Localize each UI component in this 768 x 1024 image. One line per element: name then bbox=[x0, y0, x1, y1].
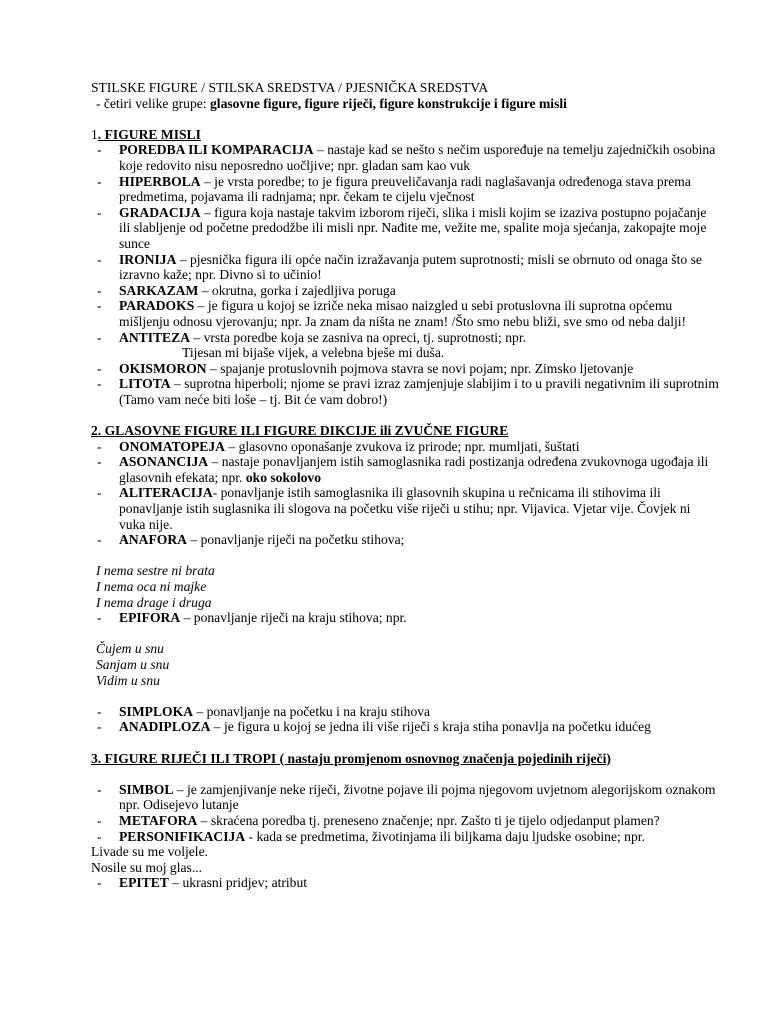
definition: - kada se predmetima, životinjama ili biljkama daju ljudske osobine; npr. bbox=[245, 828, 645, 844]
list-item-paradoks: - PARADOKS – je figura u kojoj se izriče neka misao naizgled u sebi protuslovna ili suprotna općemu mišljenju odnosu vjerovanju; npr. Ja znam da ništa ne znam! /Što smo nebu bliži, sve smo od neba dalji! bbox=[97, 298, 687, 329]
definition: – pjesnička figura ili opće način izražavanja putem suprotnosti; misli se obrnuto od onaga što se izravno kaže; npr. Divno si to učinio! bbox=[119, 251, 702, 283]
definition: – figura koja nastaje takvim izborom riječi, slika i misli kojim se izaziva postupno pojačanje ili slabljenje od početne predodžbe ili misli npr. Nađite me, vežite me, spalite moja sjećanja, zakopajte moje sunce bbox=[119, 204, 707, 251]
list-item-simploka: - SIMPLOKA – ponavljanje na početku i na kraju stihova bbox=[97, 703, 431, 719]
list-item-okismoron: - OKISMORON – spajanje protuslovnih pojmova stavra se novi pojam; npr. Zimsko ljetovanje bbox=[97, 360, 634, 376]
list-item-personifikacija: - PERSONIFIKACIJA - kada se predmetima, životinjama ili biljkama daju ljudske osobine; npr. bbox=[97, 828, 645, 844]
section-title: . FIGURE MISLI bbox=[97, 126, 201, 142]
list-item-sarkazam: - SARKAZAM – okrutna, gorka i zajedljiva poruga bbox=[97, 282, 396, 298]
term: ONOMATOPEJA bbox=[119, 438, 225, 454]
subtitle-groups: glasovne figure, figure riječi, figure konstrukcije i figure misli bbox=[210, 95, 567, 111]
list-item-antiteza: - ANTITEZA – vrsta poredbe koja se zasniva na opreci, tj. suprotnosti; npr. bbox=[97, 329, 527, 345]
term: METAFORA bbox=[119, 812, 198, 828]
list-item-gradacija: - GRADACIJA – figura koja nastaje takvim izborom riječi, slika i misli kojim se izaziva postupno pojačanje ili slabljenje od početne predodžbe ili misli npr. Nađite me, vežite me, spalite moja sjećanja, zakopajte moje sunce bbox=[97, 204, 707, 251]
term: HIPERBOLA bbox=[119, 173, 201, 189]
term: PERSONIFIKACIJA bbox=[119, 828, 246, 844]
definition: – je figura u kojoj se jedna ili više riječi s kraja stiha ponavlja na početku idućeg bbox=[210, 719, 651, 735]
definition: – ponavljanje na početku i na kraju stihova bbox=[193, 703, 431, 719]
example-line: Nosile su moj glas... bbox=[91, 859, 203, 875]
list-item-epifora: - EPIFORA – ponavljanje riječi na kraju stihova; npr. bbox=[97, 610, 407, 626]
term: SIMPLOKA bbox=[119, 703, 194, 719]
poem-line: I nema oca ni majke bbox=[96, 579, 207, 594]
section-heading-figure-rijeci: 3. FIGURE RIJEČI ILI TROPI ( nastaju promjenom osnovnog značenja pojedinih riječi) bbox=[91, 750, 611, 766]
definition: – spajanje protuslovnih pojmova stavra se novi pojam; npr. Zimsko ljetovanje bbox=[206, 360, 634, 376]
document-title: STILSKE FIGURE / STILSKA SREDSTVA / PJESNIČKA SREDSTVA bbox=[91, 80, 489, 95]
list-item-asonancija: - ASONANCIJA – nastaje ponavljanjem istih samoglasnika radi postizanja određena zvukovnoga ugođaja ili glasovnih efekata; npr. oko sokolovo bbox=[97, 454, 709, 485]
definition: – suprotna hiperboli; njome se pravi izraz zamjenjuje slabijim i to u pravili negativnim ili suprotnim (Tamo vam neće biti loše – tj. Bit će vam dobro!) bbox=[119, 376, 719, 407]
section-number: 1 bbox=[91, 126, 98, 142]
term: EPIFORA bbox=[119, 610, 181, 626]
definition: – ponavljanje riječi na početku stihova; bbox=[186, 532, 405, 548]
poem-line: Sanjam u snu bbox=[96, 656, 170, 672]
list-item-anafora: - ANAFORA – ponavljanje riječi na početku stihova; bbox=[97, 532, 405, 548]
poem-line: I nema sestre ni brata bbox=[96, 563, 215, 579]
term: ANTITEZA bbox=[119, 329, 191, 345]
example-bold: oko sokolovo bbox=[245, 469, 322, 485]
term: IRONIJA bbox=[119, 251, 177, 267]
list-item-hiperbola: - HIPERBOLA – je vrsta poredbe; to je figura preuveličavanja radi naglašavanja određenoga stava prema predmetima, pojavama ili radnjama; npr. čekam te cijelu vječnost bbox=[97, 173, 691, 205]
definition: – skraćena poredba tj. preneseno značenje; npr. Zašto ti je tijelo odjedanput plamen? bbox=[197, 812, 660, 828]
list-item-anadiploza: - ANADIPLOZA – je figura u kojoj se jedna ili više riječi s kraja stiha ponavlja na početku idućeg bbox=[97, 719, 651, 735]
term: EPITET bbox=[119, 875, 169, 891]
poem-line: Vidim u snu bbox=[96, 672, 160, 688]
definition: – nastaje ponavljanjem istih samoglasnika radi postizanja određena zvukovnoga ugođaja ili glasovnih efekata; npr. bbox=[119, 454, 709, 485]
term: OKISMORON bbox=[119, 360, 207, 376]
term: ASONANCIJA bbox=[119, 454, 209, 470]
term: SIMBOL bbox=[119, 781, 174, 797]
list-item-poredba: - POREDBA ILI KOMPARACIJA – nastaje kad se nešto s nečim uspoređuje na temelju zajedničkih osobina koje redovito nisu neposredno uočljive; npr. gladan sam kao vuk bbox=[97, 142, 716, 173]
term: ANADIPLOZA bbox=[119, 719, 211, 735]
term: SARKAZAM bbox=[119, 282, 199, 298]
list-item-metafora: - METAFORA – skraćena poredba tj. preneseno značenje; npr. Zašto ti je tijelo odjedanput plamen? bbox=[97, 812, 660, 828]
term: PARADOKS bbox=[119, 298, 195, 314]
list-item-onomatopeja: - ONOMATOPEJA – glasovno oponašanje zvukova iz prirode; npr. mumljati, šuštati bbox=[97, 438, 580, 454]
term: GRADACIJA bbox=[119, 204, 201, 220]
definition: – ponavljanje riječi na kraju stihova; npr. bbox=[180, 610, 407, 626]
term: LITOTA bbox=[119, 376, 171, 392]
poem-line: Čujem u snu bbox=[96, 641, 164, 657]
list-item-ironija: - IRONIJA – pjesnička figura ili opće način izražavanja putem suprotnosti; misli se obrnuto od onaga što se izravno kaže; npr. Divno si to učinio! bbox=[97, 251, 702, 283]
definition: – nastaje kad se nešto s nečim uspoređuje na temelju zajedničkih osobina koje redovito nisu neposredno uočljive; npr. gladan sam kao vuk bbox=[119, 142, 716, 173]
poem-line: I nema drage i druga bbox=[96, 594, 212, 610]
definition: – je vrsta poredbe; to je figura preuveličavanja radi naglašavanja određenoga stava prema predmetima, pojavama ili radnjama; npr. čekam te cijelu vječnost bbox=[119, 173, 691, 205]
definition: – je figura u kojoj se izriče neka misao naizgled u sebi protuslovna ili suprotna općemu mišljenju odnosu vjerovanju; npr. Ja znam da ništa ne znam! /Što smo nebu bliži, sve smo od neba dalji! bbox=[119, 298, 687, 329]
subtitle-prefix: - četiri velike grupe: bbox=[96, 95, 210, 111]
definition: – je zamjenjivanje neke riječi, životne pojave ili pojma njegovom uvjetnom alegorijskom oznakom npr. Odisejevo lutanje bbox=[119, 781, 716, 813]
list-item-litota: - LITOTA – suprotna hiperboli; njome se pravi izraz zamjenjuje slabijim i to u pravili negativnim ili suprotnim (Tamo vam neće biti loše – tj. Bit će vam dobro!) bbox=[97, 376, 719, 407]
document-subtitle bbox=[96, 96, 768, 112]
list-item-epitet: - EPITET – ukrasni pridjev; atribut bbox=[97, 875, 308, 891]
list-item-aliteracija: - ALITERACIJA- ponavljanje istih samoglasnika ili glasovnih skupina u rečnicama ili stihovima ili ponavljanje istih suglasnika ili slogova na početku više riječi u stihu; npr. Vijavica. Vjetar vije. Čovjek ni vuka nije. bbox=[97, 485, 691, 532]
section-heading-glasovne-figure: 2. GLASOVNE FIGURE ILI FIGURE DIKCIJE ili ZVUČNE FIGURE bbox=[91, 423, 509, 439]
section-heading-figure-misli bbox=[91, 127, 718, 143]
example-line: Livade su me voljele. bbox=[91, 844, 209, 860]
definition: - ponavljanje istih samoglasnika ili glasovnih skupina u rečnicama ili stihovima ili ponavljanje istih suglasnika ili slogova na početku više riječi u stihu; npr. Vijavica. Vjetar vije. Čovjek ni vuka nije. bbox=[119, 485, 691, 532]
term: ALITERACIJA bbox=[119, 485, 213, 501]
definition: – okrutna, gorka i zajedljiva poruga bbox=[198, 282, 396, 298]
antiteza-example: Tijesan mi bijaše vijek, a velebna bješe mi duša. bbox=[182, 345, 445, 361]
list-item-simbol: - SIMBOL – je zamjenjivanje neke riječi, životne pojave ili pojma njegovom uvjetnom alegorijskom oznakom npr. Odisejevo lutanje bbox=[97, 781, 716, 813]
definition: – glasovno oponašanje zvukova iz prirode; npr. mumljati, šuštati bbox=[224, 438, 580, 454]
term: POREDBA ILI KOMPARACIJA bbox=[119, 142, 314, 158]
definition: – vrsta poredbe koja se zasniva na opreci, tj. suprotnosti; npr. bbox=[190, 329, 527, 345]
definition: – ukrasni pridjev; atribut bbox=[168, 875, 308, 891]
term: ANAFORA bbox=[119, 532, 187, 548]
